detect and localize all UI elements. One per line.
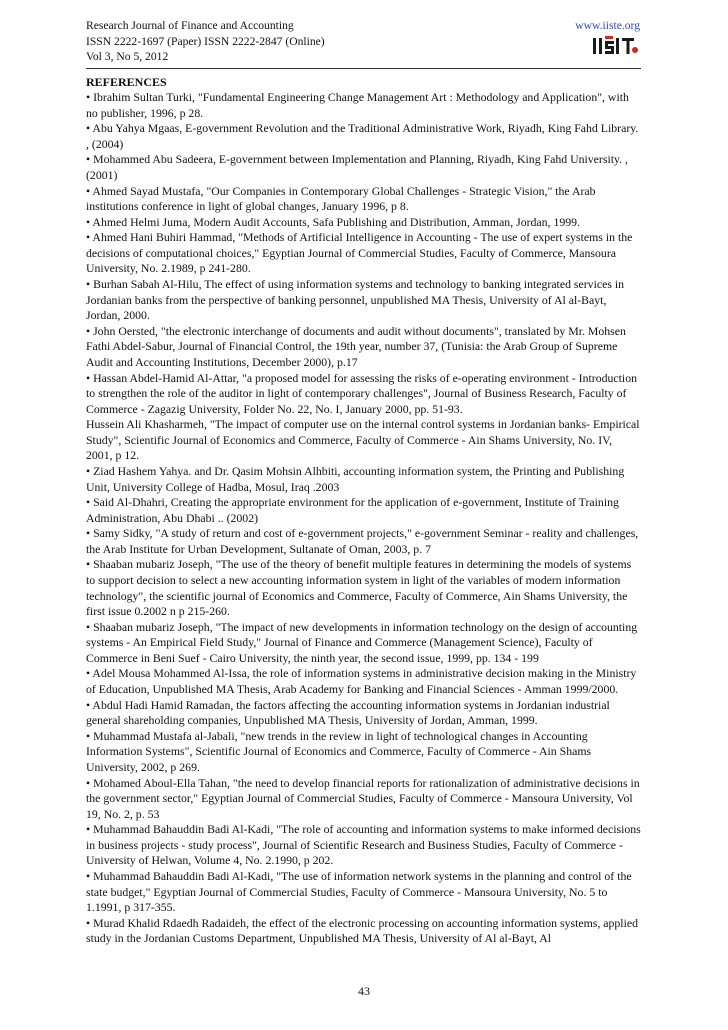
header-divider: [86, 68, 641, 69]
reference-item: • Burhan Sabah Al-Hilu, The effect of using information systems and technology to banking integrated services in Jordanian banks from the perspective of banking personnel, unpublished MA Thesis, University of Al al-Bayt, Jordan, 2000.: [86, 277, 625, 323]
reference-item: • Samy Sidky, "A study of return and cost of e-government projects," e-government Seminar - reality and challenges, the Arab Institute for Urban Development, Sultanate of Oman, 2003, p. 7: [86, 526, 639, 556]
reference-item: • Abdul Hadi Hamid Ramadan, the factors affecting the accounting information systems in Jordanian industrial general shareholding companies, Unpublished MA Thesis, University of Jordan, Amman, 1999.: [86, 697, 610, 728]
reference-item: • Ahmed Helmi Juma, Modern Audit Accounts, Safa Publishing and Distribution, Amman, Jordan, 1999.: [86, 214, 580, 229]
journal-header: [86, 18, 641, 65]
reference-item: • Hassan Abdel-Hamid Al-Attar, "a proposed model for assessing the risks of e-operating environment - Introduction to strengthen the role of the auditor in light of contemporary challenges", Journal of Business Research, Faculty of Commerce - Zagazig University, Folder No. 22, No. I, January 2000, pp. 51-93.: [86, 370, 638, 416]
reference-item: • Shaaban mubariz Joseph, "The impact of new developments in information technology on the design of accounting systems - An Empirical Field Study," Journal of Finance and Commerce (Management Science), Faculty of Commerce in Beni Suef - Cairo University, the ninth year, the second issue, 1999, pp. 134 - 199: [86, 619, 638, 665]
reference-item: • Shaaban mubariz Joseph, "The use of the theory of benefit multiple features in determining the models of systems to support decision to select a new accounting information system in light of the variables of modern information technology", the scientific journal of Economics and Commerce, Faculty of Commerce, Ain Shams University, the first issue 0.2002 n p 215-260.: [86, 557, 632, 619]
reference-item: • Abu Yahya Mgaas, E-government Revolution and the Traditional Administrative Work, Riyadh, King Fahd Library. , (2004): [86, 121, 639, 151]
reference-item: • Said Al-Dhahri, Creating the appropriate environment for the application of e-government, Institute of Training Administration, Abu Dhabi .. (2002): [86, 495, 619, 525]
issn-line: ISSN 2222-1697 (Paper) ISSN 2222-2847 (Online): [86, 34, 325, 48]
journal-title: Research Journal of Finance and Accounting: [86, 19, 294, 32]
reference-item: • Mohammed Abu Sadeera, E-government between Implementation and Planning, Riyadh, King Fahd University. , (2001): [86, 152, 628, 182]
reference-item: • Adel Mousa Mohammed Al-Issa, the role of information systems in administrative decision making in the Ministry of Education, Unpublished MA Thesis, Arab Academy for Banking and Financial Sciences - Amman 1999/2000.: [86, 666, 637, 697]
reference-item: • Ibrahim Sultan Turki, "Fundamental Engineering Change Management Art : Methodology and Application", with no publisher, 1996, p 28.: [86, 90, 629, 120]
iiste-logo: [591, 34, 639, 56]
reference-item: • Muhammad Bahauddin Badi Al-Kadi, "The role of accounting and information systems to make informed decisions in business projects - study process", Journal of Scientific Research and Business Studies, Faculty of Commerce - University of Helwan, Volume 4, No. 2.1990, p 202.: [86, 822, 641, 868]
page: [86, 18, 641, 947]
reference-item: • Ziad Hashem Yahya. and Dr. Qasim Mohsin Alhbiti, accounting information system, the Printing and Publishing Unit, University College of Hadba, Mosul, Iraq .2003: [86, 463, 625, 494]
reference-item: Hussein Ali Khasharmeh, "The impact of computer use on the internal control systems in Jordanian banks- Empirical Study", Scientific Journal of Economics and Commerce, Faculty of Commerce - Ain Shams University, No. IV, 2001, p 12.: [86, 417, 640, 463]
reference-item: • John Oersted, "the electronic interchange of documents and audit without documents", translated by Mr. Mohsen Fathi Abdel-Sabur, Journal of Financial Control, the 19th year, number 37, (Tunisia: the Arab Group of Supreme Audit and Accounting Institutions, December 2000), p.17: [86, 323, 626, 369]
references-heading: REFERENCES: [86, 74, 167, 89]
reference-item: • Ahmed Hani Buhiri Hammad, "Methods of Artificial Intelligence in Accounting - The use of expert systems in the decisions of computational choices," Egyptian Journal of Commercial Studies, Faculty of Commerce, Mansoura University, No. 2.1989, p 241-280.: [86, 230, 633, 276]
reference-item: • Ahmed Sayad Mustafa, "Our Companies in Contemporary Global Challenges - Strategic Vision," the Arab institutions conference in light of global changes, January 1996, p 8.: [86, 183, 596, 214]
references-list: [86, 90, 641, 947]
volume-line: Vol 3, No 5, 2012: [86, 50, 169, 63]
reference-item: • Muhammad Mustafa al-Jabali, "new trends in the review in light of technological changes in Accounting Information Systems", Scientific Journal of Economics and Commerce, Faculty of Commerce - Ain Shams University, 2002, p 269.: [86, 728, 592, 774]
reference-item: • Muhammad Bahauddin Badi Al-Kadi, "The use of information network systems in the planning and control of the state budget," Egyptian Journal of Commercial Studies, Faculty of Commerce - Mansoura University, No. 5 to 1.1991, p 317-355.: [86, 869, 632, 915]
website-link[interactable]: www.iiste.org: [575, 19, 640, 32]
reference-item: • Mohamed Aboul-Ella Tahan, "the need to develop financial reports for rationalization of administrative decisions in the government sector," Egyptian Journal of Commercial Studies, Faculty of Commerce - Mansoura University, Vol 19, No. 2, p. 53: [86, 775, 640, 821]
page-number: 43: [358, 984, 370, 998]
reference-item: • Murad Khalid Rdaedh Radaideh, the effect of the electronic processing on accounting information systems, applied study in the Jordanian Customs Department, Unpublished MA Thesis, University of Al al-Bayt, Al: [86, 915, 638, 946]
